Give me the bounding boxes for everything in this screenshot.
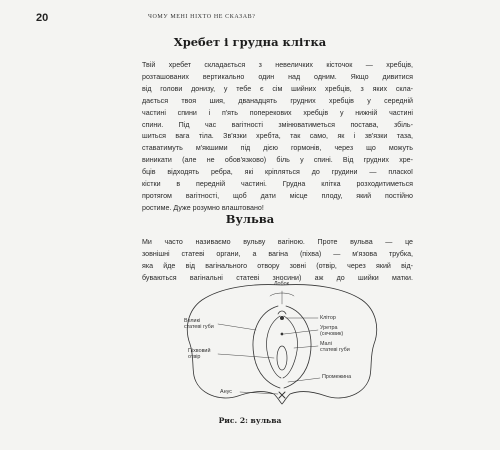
labia-minora-left [267,316,282,378]
text-line: ставатимуть м'якшими під дією гормонів, через що можуть [142,144,413,153]
label-line: (сечовик) [320,331,344,338]
label-anus: Анус [220,389,232,395]
label-clitoris: Клітор [320,315,336,321]
section-heading-vulva: Вульва [225,212,275,226]
vaginal-opening-mark [277,346,287,370]
text-line: від голови донизу, у тебе є сім шийних хребців, з яких скла- [142,84,413,93]
text-line: зовнішні статеві органи, а вагіна (піхва) — м'язова трубка, [142,249,413,258]
label-line: Уретра [320,325,338,331]
text-line: буваються вагінальні статеві зносини) аж до шийки матки. [142,273,413,282]
text-line: Твій хребет складається з невеличких кісточок — хребців, [142,61,413,69]
clitoris-mark [280,316,283,319]
label-urethra [320,325,343,337]
label-line: Малі [320,341,332,347]
vulva-diagram [180,278,385,410]
label-labia-majora [184,318,214,330]
paragraph-spine [142,60,413,215]
labia-minora-right [283,316,298,378]
label-line: статеві губи [184,324,214,331]
running-header: ЧОМУ МЕНІ НІХТО НЕ СКАЗАВ? [148,14,256,20]
label-mons-pubis: Лобок [274,281,289,287]
page-number: 20 [36,12,49,24]
vulva-illustration [180,278,385,410]
text-line: частині спини і п'ять поперекових хребців у нижній частині [142,108,413,117]
text-line: Ми часто називаємо вульву вагіною. Проте вульва — це [142,238,413,246]
label-line: Великі [184,318,201,324]
label-line: статеві губи [320,347,350,354]
text-line: ростиме. Дуже розумно влаштовано! [142,203,264,212]
text-line: розташованих вертикально один над одним. Якщо дивитися [142,72,413,81]
text-line: спини. Під час вагітності змінюватиметься постава, збіль- [142,120,413,129]
text-line: шиться вага тіла. Зв'язки хребта, так само, як і зв'язки таза, [142,132,413,141]
section-heading-spine: Хребет і грудна клітка [173,35,327,49]
label-line: отвір [188,354,201,361]
text-line: кістки в передній частині. Грудна клітка розходитиметься [142,180,413,189]
anus-mark [279,392,285,398]
label-line: Піхвовий [188,348,211,354]
text-line: бців відходять ребра, які кріпляться до грудини — пласкої [142,168,413,177]
text-line: яка йде від вагінального отвору зовні (отвір, через який від- [142,261,413,270]
text-line: дається твоя шия, дванадцять грудних хребців у середній [142,96,413,105]
label-perineum: Промежина [322,374,352,380]
figure-caption: Рис. 2: вульва [218,416,282,425]
label-vaginal-opening [188,348,210,360]
label-labia-minora [320,341,350,353]
text-line: виникати (але не обов'язково) біль у спині. Від грудних хре- [142,156,413,165]
text-line: протягом вагітності, щоб дати місце плоду, який постійно [142,191,413,200]
urethra-mark [281,333,283,335]
